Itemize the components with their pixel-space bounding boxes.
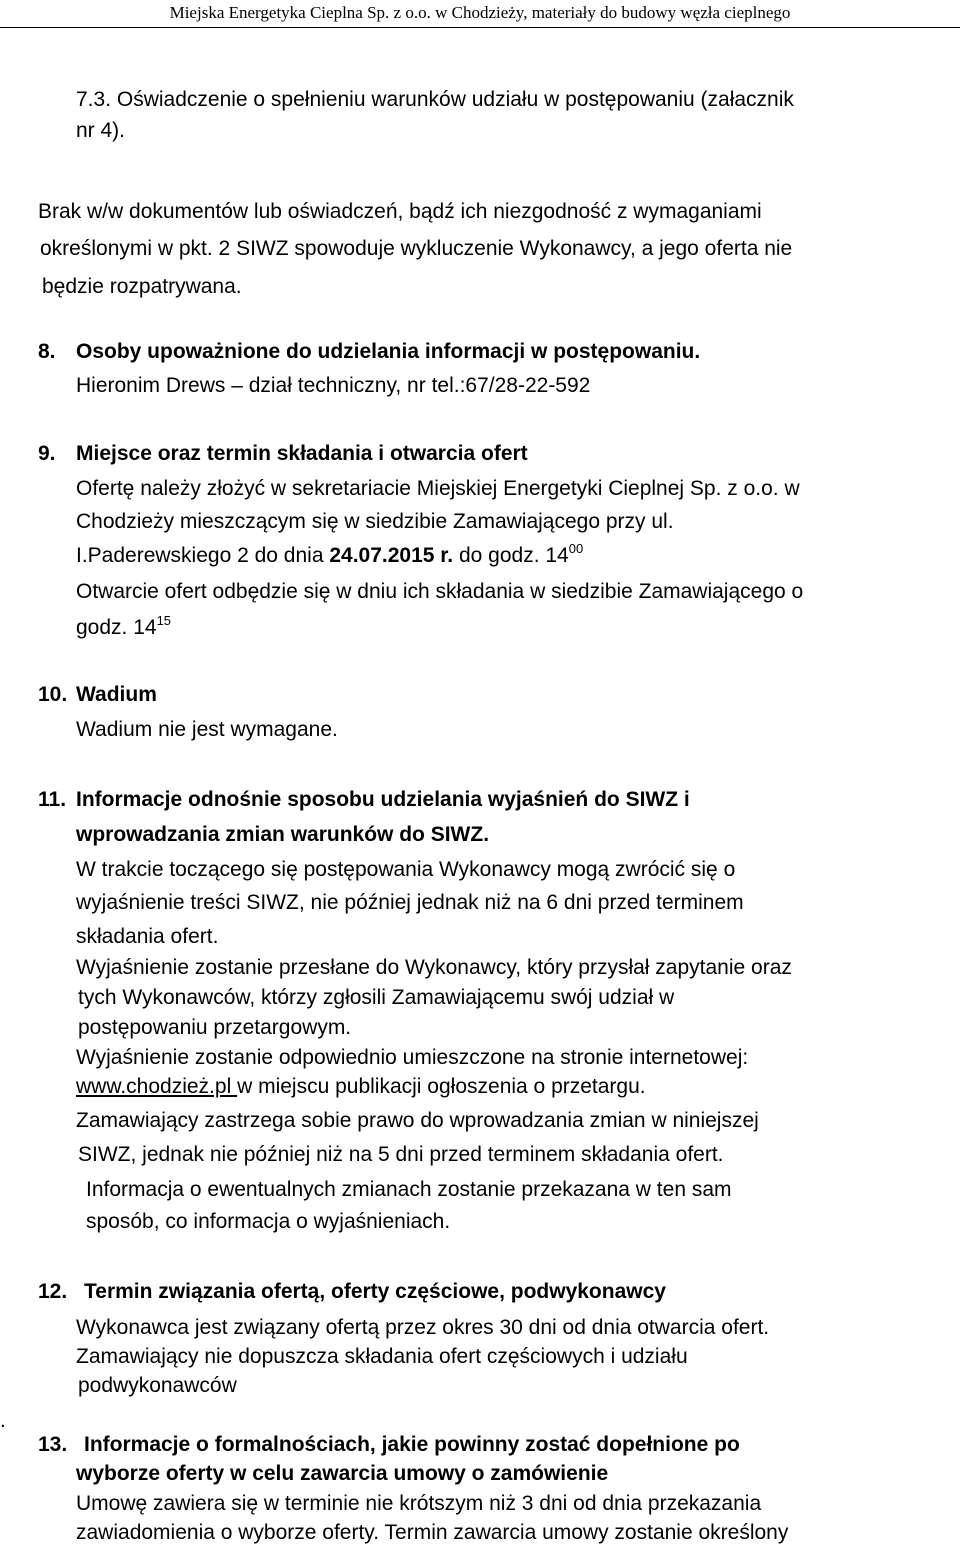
website-link[interactable]: www.chodzież.pl bbox=[76, 1075, 238, 1098]
section-9-line-3-time: do godz. 14 bbox=[453, 544, 569, 567]
section-13-title-line-2: wyborze oferty w celu zawarcia umowy o zamówienie bbox=[76, 1462, 609, 1485]
section-10-body: Wadium nie jest wymagane. bbox=[76, 718, 338, 741]
stray-dot: . bbox=[0, 1409, 6, 1432]
opening-minutes: 15 bbox=[156, 613, 172, 628]
section-12-line-2: Zamawiający nie dopuszcza składania ofert częściowych i udziału bbox=[76, 1345, 688, 1368]
section-8-body: Hieronim Drews – dział techniczny, nr tel.:67/28-22-592 bbox=[76, 374, 591, 397]
section-12-line-1: Wykonawca jest związany ofertą przez okres 30 dni od dnia otwarcia ofert. bbox=[76, 1316, 770, 1339]
section-12-number: 12. bbox=[38, 1280, 68, 1303]
running-header: Miejska Energetyka Cieplna Sp. z o.o. w Chodzieży, materiały do budowy węzła cieplnego bbox=[0, 0, 960, 28]
section-9-line-4: Otwarcie ofert odbędzie się w dniu ich składania w siedzibie Zamawiającego o bbox=[76, 580, 804, 603]
section-11-p2-line-2: tych Wykonawców, którzy zgłosili Zamawiającemu swój udział w bbox=[78, 986, 675, 1009]
section-11-p4-line-2: SIWZ, jednak nie później niż na 5 dni przed terminem składania ofert. bbox=[78, 1143, 724, 1166]
section-11-title-line-2: wprowadzania zmian warunków do SIWZ. bbox=[76, 823, 490, 846]
notice-line-2: określonymi w pkt. 2 SIWZ spowoduje wykluczenie Wykonawcy, a jego oferta nie bbox=[40, 237, 793, 260]
section-9-number: 9. bbox=[38, 442, 56, 465]
section-9-line-3 bbox=[76, 542, 583, 570]
section-9-line-2: Chodzieży mieszczącym się w siedzibie Zamawiającego przy ul. bbox=[76, 510, 674, 533]
section-11-p1-line-3: składania ofert. bbox=[76, 925, 219, 948]
section-11-p3-line-1: Wyjaśnienie zostanie odpowiednio umieszczone na stronie internetowej: bbox=[76, 1046, 749, 1069]
section-8-number: 8. bbox=[38, 340, 56, 363]
section-12-title: Termin związania ofertą, oferty częściowe, podwykonawcy bbox=[84, 1280, 666, 1303]
section-11-p5-line-1: Informacja o ewentualnych zmianach zostanie przekazana w ten sam bbox=[86, 1178, 732, 1201]
section-11-p3-line-2 bbox=[76, 1073, 646, 1101]
section-11-title-line-1: Informacje odnośnie sposobu udzielania wyjaśnień do SIWZ i bbox=[76, 788, 690, 811]
opening-time-text: godz. 14 bbox=[76, 616, 157, 639]
section-13-number: 13. bbox=[38, 1433, 68, 1456]
offer-deadline-date: 24.07.2015 r. bbox=[329, 544, 454, 567]
section-9-title: Miejsce oraz termin składania i otwarcia ofert bbox=[76, 442, 528, 465]
section-11-number: 11. bbox=[38, 788, 67, 811]
section-9-line-1: Ofertę należy złożyć w sekretariacie Miejskiej Energetyki Cieplnej Sp. z o.o. w bbox=[76, 477, 800, 500]
section-11-p3-line-2-text: w miejscu publikacji ogłoszenia o przetargu. bbox=[237, 1075, 646, 1098]
section-11-p4-line-1: Zamawiający zastrzega sobie prawo do wprowadzania zmian w niniejszej bbox=[76, 1109, 759, 1132]
section-11-p2-line-3: postępowaniu przetargowym. bbox=[78, 1016, 352, 1039]
notice-line-1: Brak w/w dokumentów lub oświadczeń, bądź ich niezgodność z wymaganiami bbox=[38, 200, 762, 223]
section-11-p1-line-2: wyjaśnienie treści SIWZ, nie później jednak niż na 6 dni przed terminem bbox=[76, 891, 744, 914]
section-11-p5-line-2: sposób, co informacja o wyjaśnieniach. bbox=[86, 1210, 451, 1233]
deadline-minutes: 00 bbox=[568, 541, 584, 556]
section-11-p2-line-1: Wyjaśnienie zostanie przesłane do Wykonawcy, który przysłał zapytanie oraz bbox=[76, 956, 792, 979]
section-11-p1-line-1: W trakcie toczącego się postępowania Wykonawcy mogą zwrócić się o bbox=[76, 858, 736, 881]
section-9-line-3-text: I.Paderewskiego 2 do dnia bbox=[76, 544, 330, 567]
notice-line-3: będzie rozpatrywana. bbox=[42, 275, 242, 298]
section-12-line-3: podwykonawców bbox=[78, 1374, 237, 1397]
section-8-title: Osoby upoważnione do udzielania informacji w postępowaniu. bbox=[76, 340, 701, 363]
section-10-number: 10. bbox=[38, 683, 68, 706]
section-13-line-1: Umowę zawiera się w terminie nie krótszym niż 3 dni od dnia przekazania bbox=[76, 1492, 762, 1515]
section-7-3-line-2: nr 4). bbox=[76, 119, 126, 142]
section-7-3-line-1: 7.3. Oświadczenie o spełnieniu warunków udziału w postępowaniu (załacznik bbox=[76, 88, 794, 111]
section-13-title-line-1: Informacje o formalnościach, jakie powinny zostać dopełnione po bbox=[84, 1433, 740, 1456]
section-13-line-2: zawiadomienia o wyborze oferty. Termin zawarcia umowy zostanie określony bbox=[76, 1521, 789, 1544]
section-9-line-5 bbox=[76, 614, 171, 642]
section-10-title: Wadium bbox=[76, 683, 157, 706]
